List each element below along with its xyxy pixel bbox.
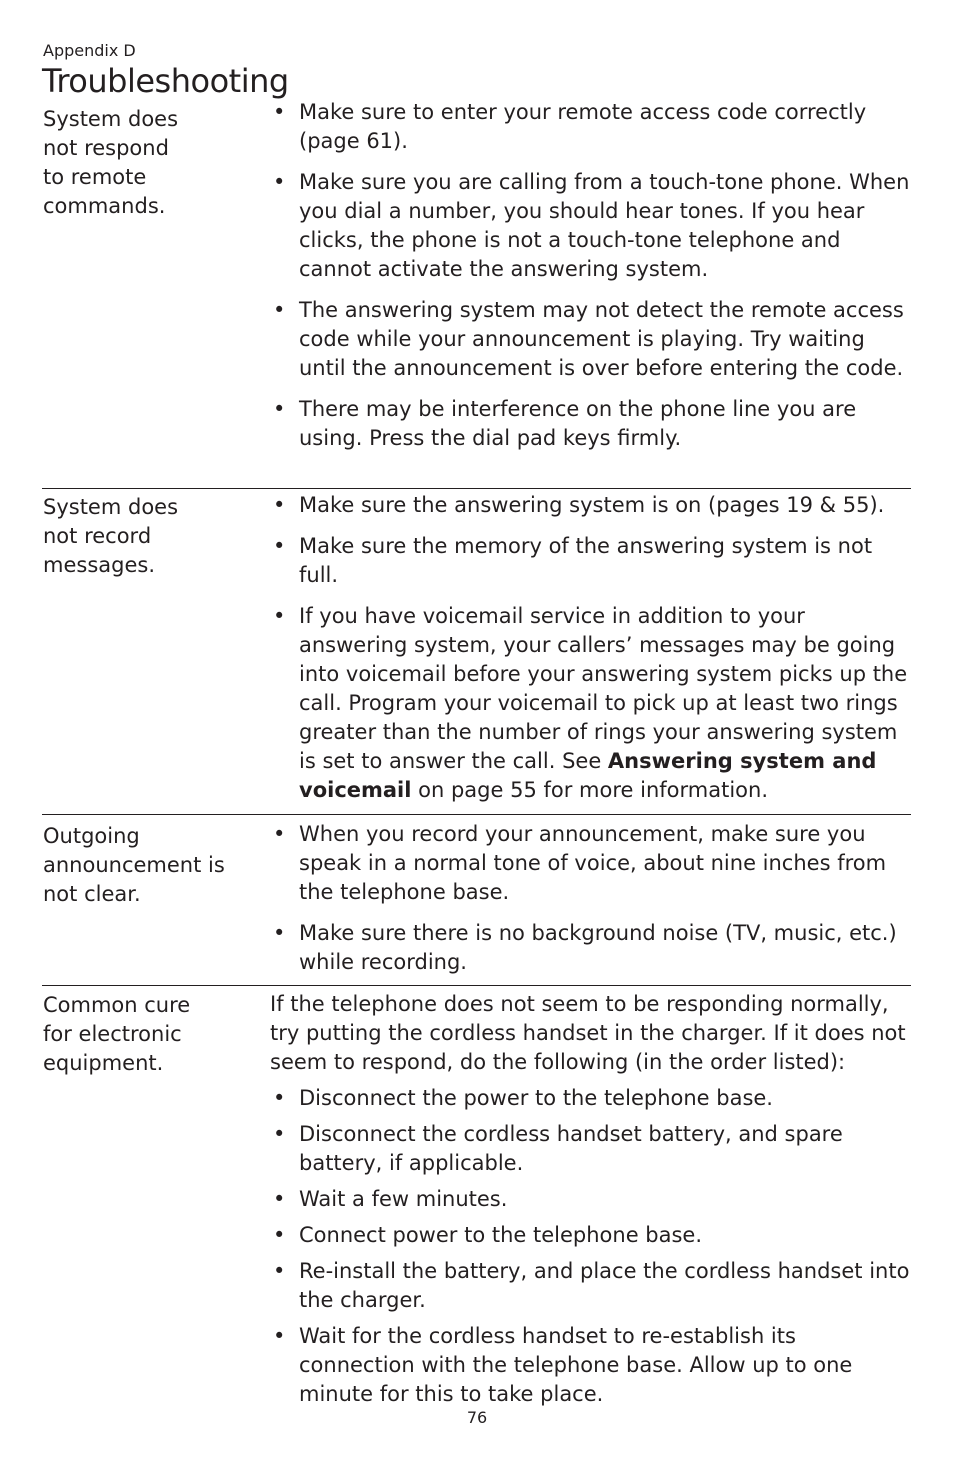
list-item-text: Re-install the battery, and place the cordless handset into the charger. [299,1259,910,1312]
list-item [270,602,912,805]
bullet-icon: • [273,1223,286,1247]
list-item-text: Make sure the memory of the answering system is not full. [299,534,873,587]
bullet-icon: • [273,1122,286,1146]
list-item [270,1120,912,1178]
troubleshooting-row-record-messages [42,488,911,802]
solutions [270,98,912,453]
list-item-text: Make sure you are calling from a touch-tone phone. When you dial a number, you should hear tones. If you hear clicks, the phone is not a touch-tone telephone and cannot activate the answering system. [299,170,910,281]
list-item-text: on page 55 for more information. [411,778,768,802]
list-item-text: Make sure to enter your remote access code correctly (page 61). [299,100,867,153]
solutions [270,820,912,977]
list-item [270,919,912,977]
list-item [270,1257,912,1315]
list-item-text: The answering system may not detect the remote access code while your announcement is playing. Try waiting until the announcement is over before entering the code. [299,298,904,380]
list-item [270,1322,912,1409]
bullet-icon: • [273,170,286,194]
solution-list [270,820,912,977]
list-item [270,168,912,284]
troubleshooting-row-announcement [42,814,911,974]
page-number: 76 [466,1408,488,1427]
bullet-icon: • [273,822,286,846]
list-item-text: When you record your announcement, make sure you speak in a normal tone of voice, about nine inches from the telephone base. [299,822,887,904]
bullet-icon: • [273,100,286,124]
solution-list [270,98,912,453]
bullet-icon: • [273,493,286,517]
list-item [270,1221,912,1250]
bullet-icon: • [273,1259,286,1283]
bullet-icon: • [273,534,286,558]
list-item [270,395,912,453]
solutions [270,491,912,805]
list-item-text: Make sure there is no background noise (TV, music, etc.) while recording. [299,921,897,974]
list-item [270,1084,912,1113]
bullet-icon: • [273,298,286,322]
list-item-text: Make sure the answering system is on (pages 19 & 55). [299,493,885,517]
list-item [270,1185,912,1214]
list-item [270,532,912,590]
solution-list [270,491,912,805]
bullet-icon: • [273,1187,286,1211]
solution-list [270,1084,912,1409]
list-item [270,491,912,520]
bullet-icon: • [273,604,286,628]
list-item-text: There may be interference on the phone line you are using. Press the dial pad keys firmly. [299,397,857,450]
list-item-text: If you have voicemail service in addition to your answering system, your callers’ messages may be going into voicemail before your answering system picks up the call. Program your voicemail to pick up at least two rings greater than the number of rings your answering system is set to answer the call. See [299,604,908,773]
bullet-icon: • [273,1324,286,1348]
problem-label: System does not record messages. [43,495,179,577]
problem-label: Common cure for electronic equipment. [43,993,191,1075]
list-item [270,98,912,156]
problem-label: Outgoing announcement is not clear. [43,824,225,906]
list-item-text: Disconnect the cordless handset battery, and spare battery, if applicable. [299,1122,843,1175]
intro-paragraph: If the telephone does not seem to be responding normally, try putting the cordless handset in the charger. If it does not seem to respond, do the following (in the order listed): [270,992,906,1074]
emphasis-text: Answering system and voicemail [299,749,877,802]
appendix-label: Appendix D [43,41,136,60]
list-item-text: Connect power to the telephone base. [299,1223,703,1247]
solutions [270,990,912,1409]
list-item [270,296,912,383]
list-item-text: Wait a few minutes. [299,1187,508,1211]
list-item-text: Disconnect the power to the telephone base. [299,1086,773,1110]
bullet-icon: • [273,1086,286,1110]
bullet-icon: • [273,921,286,945]
troubleshooting-row-common-cure [42,985,911,1406]
page-title: Troubleshooting [42,62,289,100]
list-item [270,820,912,907]
list-item-text: Wait for the cordless handset to re-establish its connection with the telephone base. Allow up to one minute for this to take place. [299,1324,853,1406]
problem-label: System does not respond to remote commands. [43,107,179,218]
bullet-icon: • [273,397,286,421]
